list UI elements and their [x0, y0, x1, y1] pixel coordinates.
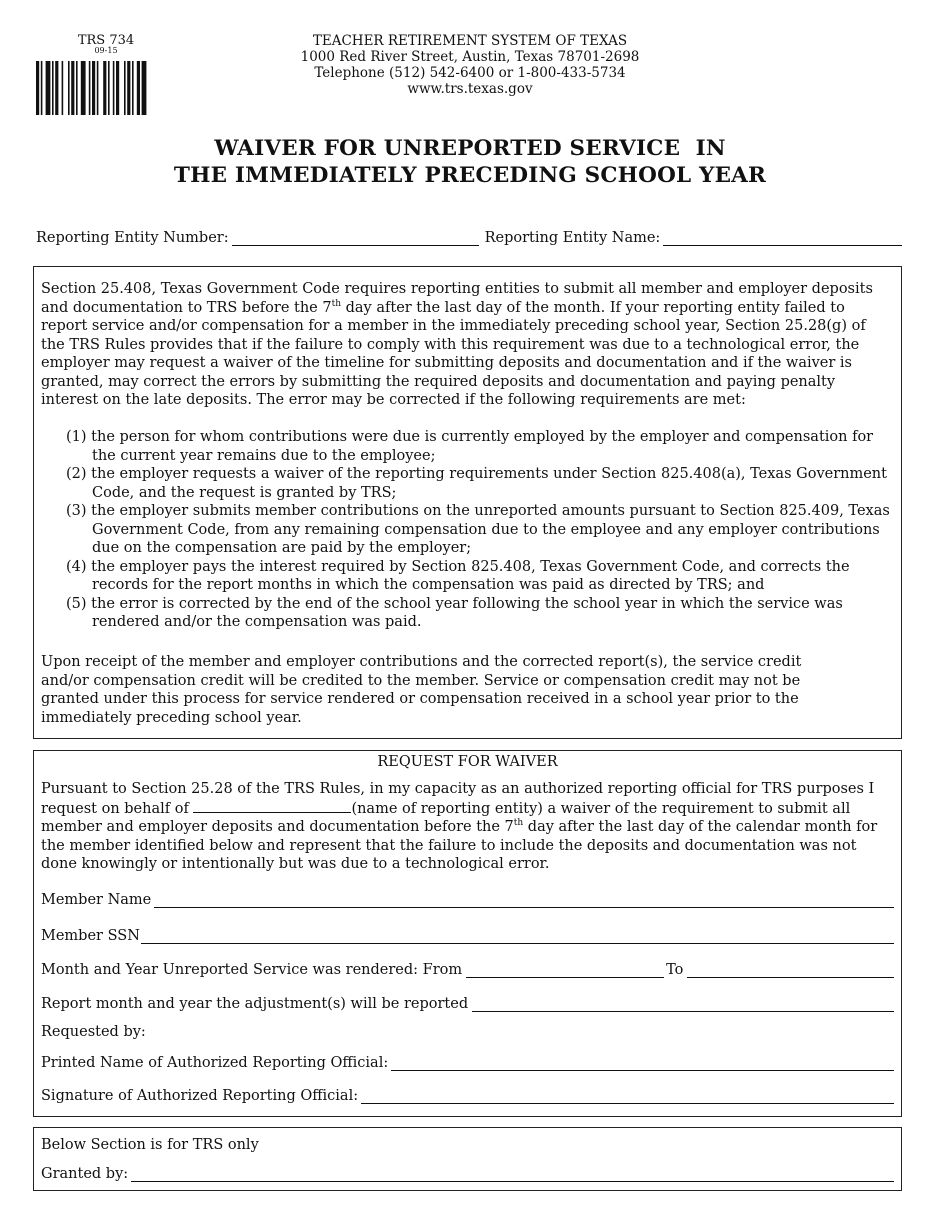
printed-name-row [41, 1054, 894, 1071]
entity-name-input[interactable] [663, 229, 902, 246]
member-name-input[interactable] [154, 891, 894, 908]
request-text-c: day after the last day of the calendar month for the member identified below and represent that the failure to include the deposits and documentation was not done knowingly or intentionally but was due to a technological error. [41, 819, 878, 872]
entity-number-input[interactable] [232, 229, 479, 246]
member-name-row [41, 891, 894, 908]
trs-only-heading: Below Section is for TRS only [41, 1137, 259, 1153]
request-paragraph [41, 780, 891, 874]
closing-paragraph: Upon receipt of the member and employer contributions and the corrected report(s), the service credit and/or compensation credit will be credited to the member. Service or compensation credit may not be granted under this process for service rendered or compensation received in a school year prior to the immediately preceding school year. [41, 654, 802, 726]
intro-text-b: day after the last day of the month. If your reporting entity failed to report service and/or compensation for a member in the immediately preceding school year, Section 25.28(g) of the TRS Rules provides that if the failure to comply with this requirement was due to a technological error, the employer may request a waiver of the timeline for submitting deposits and documentation and if the waiver is granted, may correct the errors by submitting the required deposits and documentation and paying penalty interest on the late deposits. The error may be corrected if the following requirements are met: [41, 299, 866, 408]
signature-row [41, 1087, 894, 1104]
requested-by-label: Requested by: [41, 1024, 146, 1040]
list-item: (3) the employer submits member contributions on the unreported amounts pursuant to Section 825.409, Texas Government Code, from any remaining compensation due to the employee and any employer contributions due on the compensation are paid by the employer; [66, 503, 890, 556]
service-from-input[interactable] [466, 961, 664, 978]
request-box [33, 750, 902, 1117]
service-from-label: Month and Year Unreported Service was rendered: From [41, 962, 463, 978]
list-item: (1) the person for whom contributions were due is currently employed by the employer and compensation for the current year remains due to the employee; [66, 429, 874, 464]
printed-name-label: Printed Name of Authorized Reporting Official: [41, 1055, 389, 1071]
agency-telephone: Telephone (512) 542-6400 or 1-800-433-5734 [314, 65, 626, 81]
member-ssn-input[interactable] [141, 927, 894, 944]
service-to-input[interactable] [687, 961, 894, 978]
entity-number-label: Reporting Entity Number: [36, 230, 229, 246]
report-month-label: Report month and year the adjustment(s) will be reported [41, 996, 469, 1012]
member-ssn-row [41, 927, 894, 944]
requested-by-row [41, 1024, 894, 1040]
list-item: (4) the employer pays the interest required by Section 825.408, Texas Government Code, and corrects the records for the report months in which the compensation was paid as directed by TRS; and [66, 558, 850, 593]
signature-label: Signature of Authorized Reporting Official: [41, 1088, 359, 1104]
intro-text-a: Section 25.408, Texas Government Code requires reporting entities to submit all member and employer deposits and documentation to TRS before the 7 [41, 281, 873, 316]
signature-input[interactable] [361, 1087, 894, 1104]
trs-only-box [33, 1127, 902, 1191]
request-text-a: Pursuant to Section 25.28 of the TRS Rules, in my capacity as an authorized reporting official for TRS purposes I request on behalf of [41, 781, 875, 817]
agency-address: 1000 Red River Street, Austin, Texas 78701-2698 [300, 49, 640, 65]
list-item: (2) the employer requests a waiver of the reporting requirements under Section 825.408(a), Texas Government Code, and the request is granted by TRS; [66, 466, 887, 501]
service-period-row [41, 961, 894, 978]
form-date: 09-15 [94, 46, 118, 55]
request-heading: REQUEST FOR WAIVER [377, 754, 558, 770]
title-line-2: THE IMMEDIATELY PRECEDING SCHOOL YEAR [173, 163, 767, 188]
list-item: (5) the error is corrected by the end of the school year following the school year in which the service was rendered and/or the compensation was paid. [66, 595, 843, 630]
title-line-1: WAIVER FOR UNREPORTED SERVICE IN [214, 136, 726, 161]
form-number: TRS 734 [77, 33, 135, 48]
requirements-list [66, 428, 891, 632]
trs-only-heading-row [41, 1137, 894, 1153]
member-name-label: Member Name [41, 892, 152, 908]
form-title [100, 135, 840, 189]
agency-website: www.trs.texas.gov [407, 81, 533, 97]
intro-sup: th [331, 298, 342, 309]
report-month-input[interactable] [472, 995, 894, 1012]
request-text-b: (name of reporting entity) a waiver of the requirement to submit all member and employer deposits and documentation before the 7 [41, 800, 851, 835]
granted-by-row [41, 1165, 894, 1182]
barcode [36, 61, 176, 115]
instructions-box [33, 266, 902, 739]
granted-by-input[interactable] [131, 1165, 894, 1182]
intro-paragraph [41, 280, 891, 410]
reporting-entity-inline-input[interactable] [193, 799, 351, 813]
agency-name: TEACHER RETIREMENT SYSTEM OF TEXAS [312, 33, 628, 49]
report-month-row [41, 995, 894, 1012]
printed-name-input[interactable] [391, 1054, 894, 1071]
agency-header [230, 33, 710, 97]
member-ssn-label: Member SSN [41, 928, 140, 944]
service-to-label: To [666, 962, 684, 978]
entity-name-label: Reporting Entity Name: [484, 230, 661, 246]
granted-by-label: Granted by: [41, 1166, 129, 1182]
entity-row [36, 229, 902, 246]
request-sup: th [513, 818, 524, 828]
